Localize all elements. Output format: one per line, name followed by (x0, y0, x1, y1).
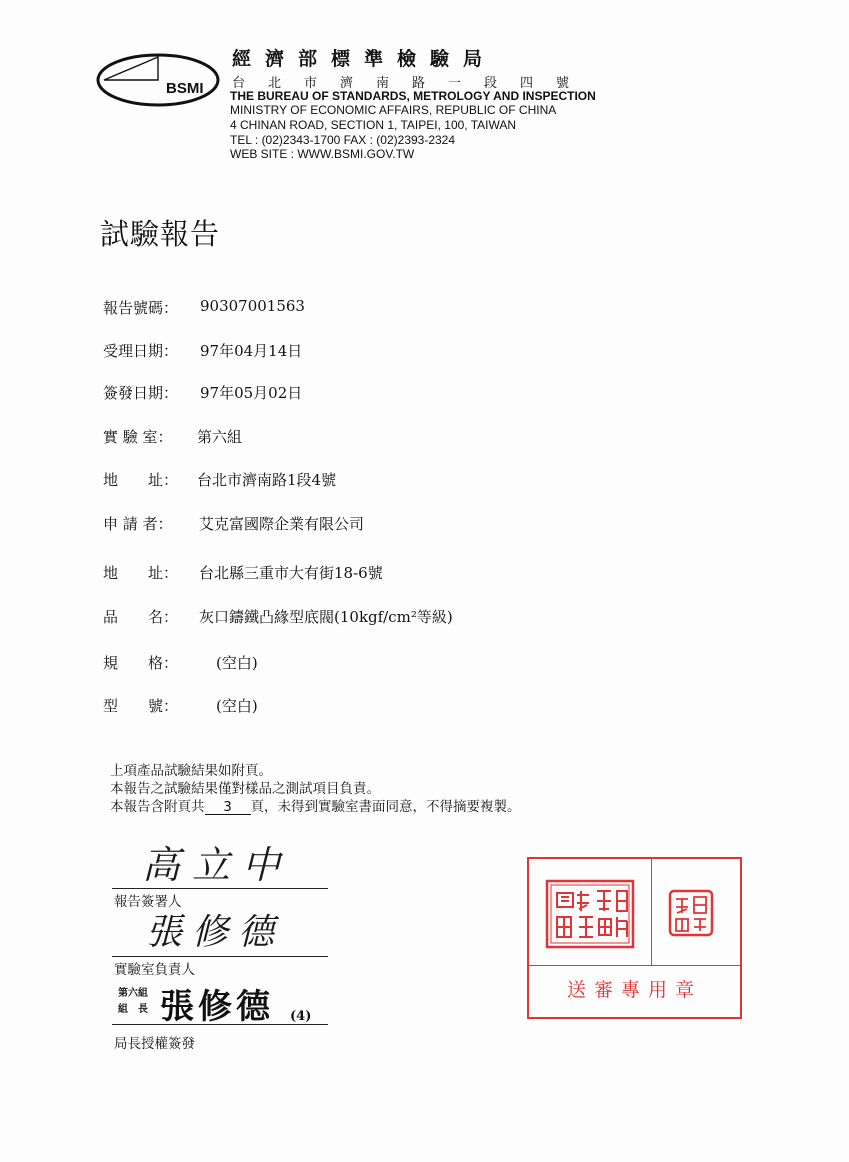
field-value: 台北縣三重市大有街18-6號 (199, 564, 383, 582)
field-value: 台北市濟南路1段4號 (197, 471, 337, 489)
signature-line (112, 1024, 328, 1025)
stamped-name: 張修德 (160, 987, 274, 1027)
stamped-suffix: (4) (290, 1009, 312, 1024)
field-value: 90307001563 (200, 297, 305, 315)
stamp-label: 送審專用章 (566, 979, 702, 1001)
signature-line (112, 956, 328, 957)
field-value: 第六組 (197, 428, 243, 446)
field-value: (空白) (216, 654, 258, 672)
bureau-tel-fax: TEL : (02)2343-1700 FAX : (02)2393-2324 (230, 133, 456, 147)
note-line-3-suffix: 頁，未得到實驗室書面同意，不得摘要複製。 (250, 799, 521, 815)
field-label: 受理日期： (103, 342, 179, 360)
company-seal-icon (545, 879, 635, 949)
signature-name: 張修德 (146, 912, 285, 953)
field-value: (空白) (216, 697, 258, 715)
stamp-title-top: 第六組 (118, 988, 148, 999)
bureau-name-cn: 經濟部標準檢驗局 (232, 48, 497, 70)
handwritten-signature-icon (146, 904, 326, 954)
signature-caption: 實驗室負責人 (114, 962, 195, 978)
page-count: 3 (205, 800, 251, 815)
stamp-title-bottom: 組 長 (118, 1004, 148, 1015)
field-value: 艾克富國際企業有限公司 (199, 515, 365, 533)
field-label: 實 驗 室： (103, 428, 173, 446)
signature-line (112, 888, 328, 889)
field-label: 申 請 者： (103, 515, 173, 533)
field-label: 型 號： (103, 697, 179, 715)
signature-name: 高立中 (142, 843, 293, 887)
note-line-3-prefix: 本報告含附頁共 (110, 799, 205, 815)
stamped-signature-icon (160, 980, 330, 1028)
bureau-address-en: 4 CHINAN ROAD, SECTION 1, TAIPEI, 100, TAIWAN (230, 118, 517, 132)
stamp-divider (529, 965, 740, 966)
field-value: 97年04月14日 (200, 342, 303, 360)
field-label: 規 格： (103, 654, 179, 672)
personal-seal-icon (668, 889, 714, 937)
field-label: 簽發日期： (103, 384, 179, 402)
note-line-2: 本報告之試驗結果僅對樣品之測試項目負責。 (110, 781, 380, 797)
signature-block-director-authorized (112, 978, 328, 1058)
field-label: 報告號碼： (103, 299, 179, 317)
bureau-address-cn: 台北市濟南路一段四號 (232, 76, 593, 91)
note-line-1: 上項產品試驗結果如附頁。 (110, 763, 272, 779)
signature-caption: 局長授權簽發 (114, 1036, 195, 1052)
signature-block-lab-manager (112, 898, 328, 978)
field-label: 地 址： (103, 564, 179, 582)
stamp-title (118, 986, 148, 1018)
report-notes (110, 762, 521, 816)
bsmi-logo-icon (96, 52, 230, 108)
document-title: 試驗報告 (100, 217, 221, 251)
signature-caption: 報告簽署人 (114, 894, 182, 910)
bureau-website: WEB SITE : WWW.BSMI.GOV.TW (230, 147, 415, 161)
field-value: 灰口鑄鐵凸緣型底閥(10kgf/cm²等級) (199, 608, 453, 626)
field-value: 97年05月02日 (200, 384, 303, 402)
handwritten-signature-icon (142, 838, 322, 888)
submission-stamp-box (527, 857, 742, 1019)
field-label: 地 址： (103, 471, 179, 489)
note-line-3 (110, 798, 521, 816)
ministry-en: MINISTRY OF ECONOMIC AFFAIRS, REPUBLIC OF CHINA (230, 103, 557, 117)
logo-text: BSMI (166, 80, 204, 97)
bureau-name-en: THE BUREAU OF STANDARDS, METROLOGY AND INSPECTION (230, 89, 596, 103)
field-label: 品 名： (103, 608, 179, 626)
stamp-divider (651, 859, 652, 965)
